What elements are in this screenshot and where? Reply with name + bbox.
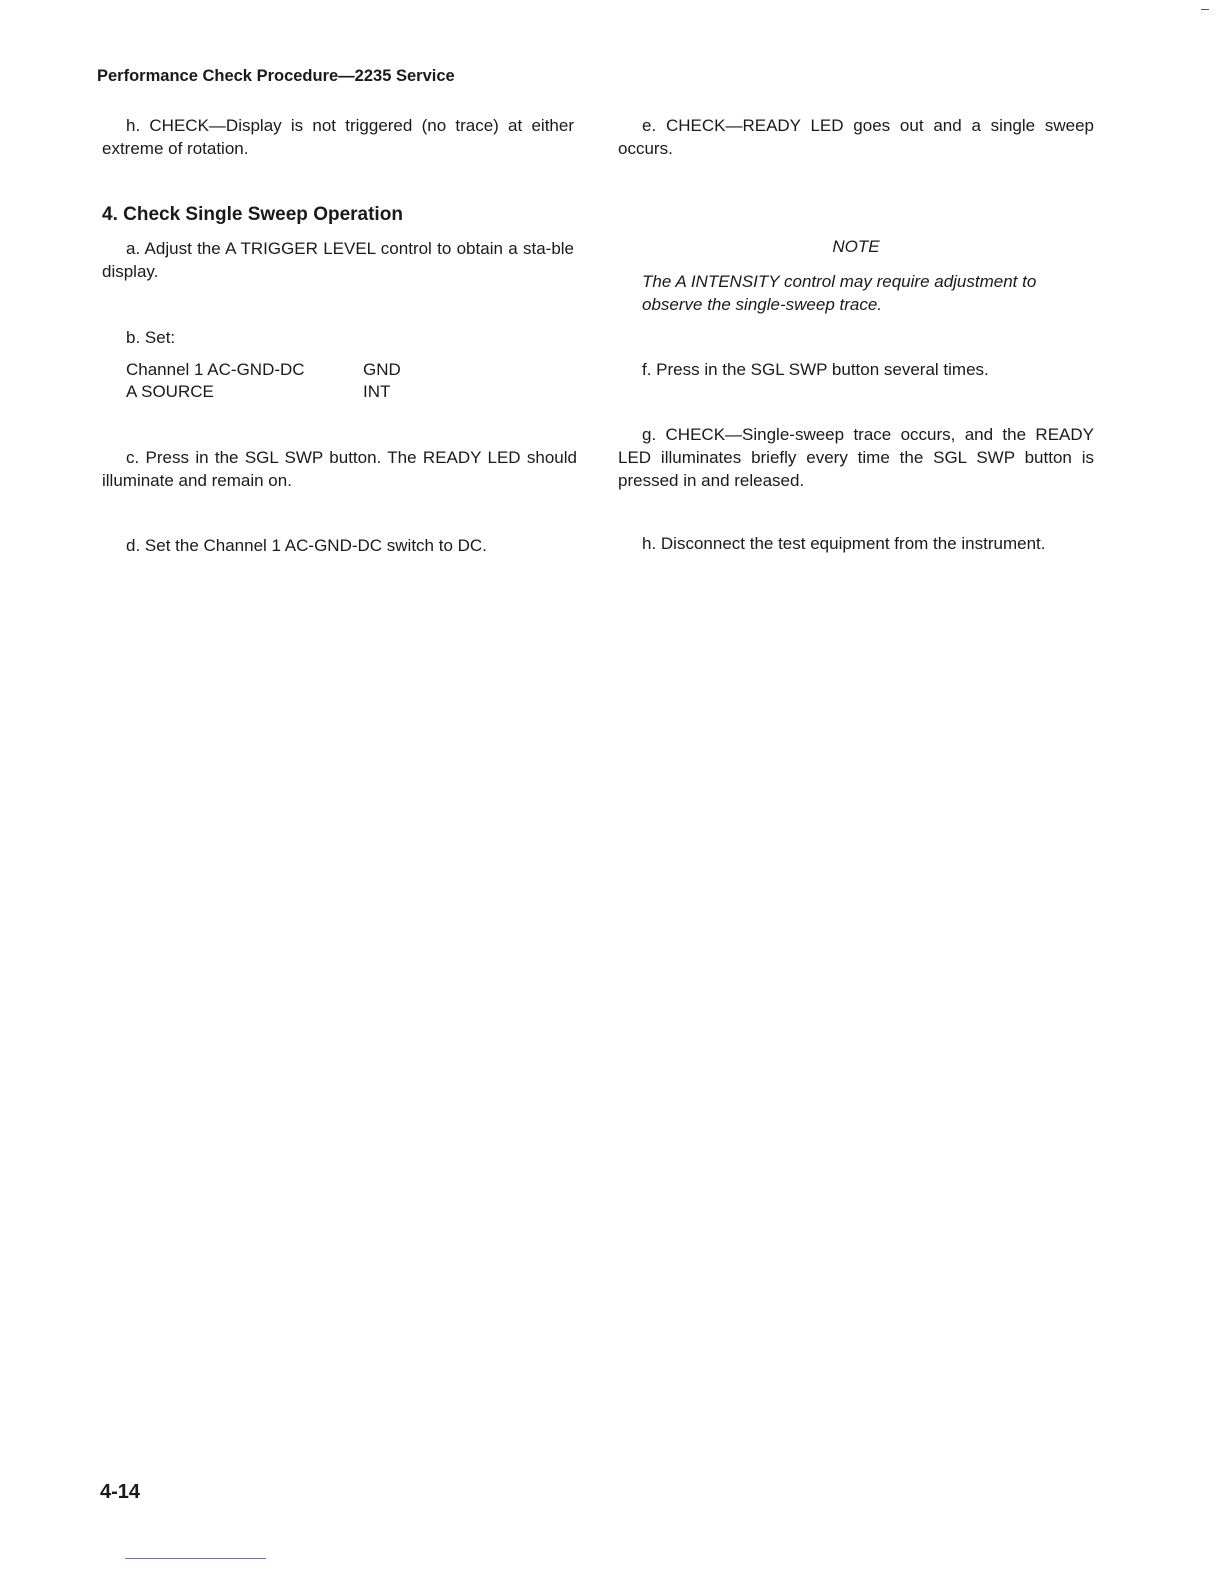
step-e: e. CHECK—READY LED goes out and a single sweep occurs. xyxy=(618,116,1094,158)
step-h: h. Disconnect the test equipment from the instrument. xyxy=(642,534,1046,553)
step-c: c. Press in the SGL SWP button. The READY LED should illuminate and remain on. xyxy=(102,448,577,490)
settings-row xyxy=(126,381,401,403)
step-g: g. CHECK—Single-sweep trace occurs, and the READY LED illuminates briefly every time the SGL SWP button is pressed in and released. xyxy=(618,425,1094,490)
footer-rule xyxy=(125,1558,266,1559)
step-h-previous: h. CHECK—Display is not triggered (no trace) at either extreme of rotation. xyxy=(102,116,574,158)
step-f: f. Press in the SGL SWP button several times. xyxy=(642,360,989,379)
corner-tick-mark xyxy=(1201,9,1209,10)
settings-row xyxy=(126,359,401,381)
page-header: Performance Check Procedure—2235 Service xyxy=(97,67,455,85)
note-body: The A INTENSITY control may require adjustment to observe the single-sweep trace. xyxy=(642,272,1037,314)
step-b: b. Set: xyxy=(126,328,176,347)
note-title: NOTE xyxy=(832,237,880,256)
setting-control: A SOURCE xyxy=(126,382,214,401)
step-d: d. Set the Channel 1 AC-GND-DC switch to DC. xyxy=(126,536,487,555)
setting-value: INT xyxy=(363,382,391,401)
step-a: a. Adjust the A TRIGGER LEVEL control to obtain a sta-ble display. xyxy=(102,239,574,281)
setting-value: GND xyxy=(363,360,401,379)
section-title: 4. Check Single Sweep Operation xyxy=(102,204,403,225)
setting-control: Channel 1 AC-GND-DC xyxy=(126,360,305,379)
settings-table xyxy=(126,359,401,403)
page-number: 4-14 xyxy=(100,1481,141,1503)
